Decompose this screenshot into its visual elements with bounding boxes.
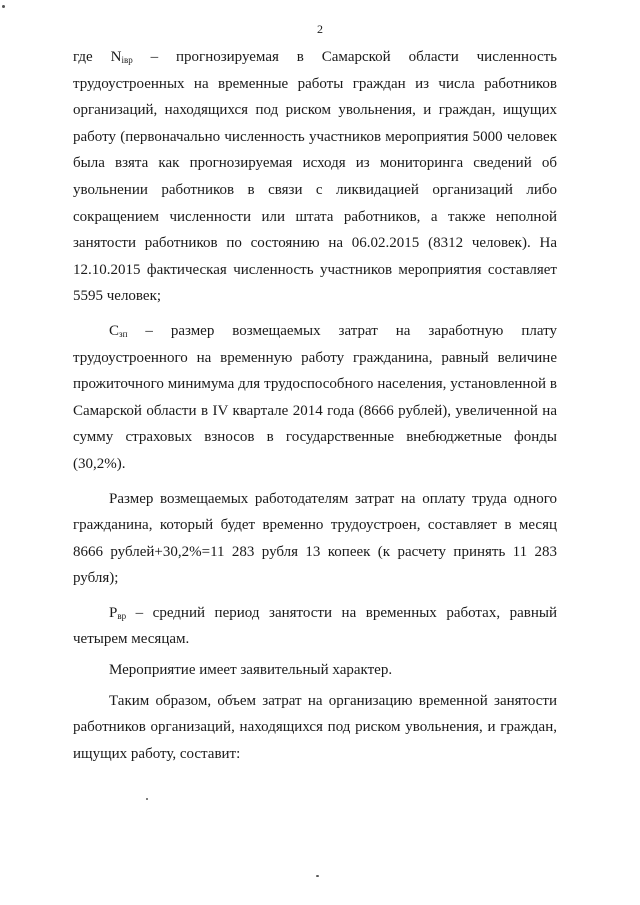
variable-symbol: Р	[109, 604, 118, 621]
variable-subscript: зп	[119, 328, 128, 339]
paragraph-text: – прогнозируемая в Самарской области численность трудоустроенных на временные работы граждан из числа работников организаций, находящихся под риском увольнения, и граждан, ищущих работу (первоначально численность участников мероприятия 5000 человек была взята как прогнозируемая исходя из мониторинга сведений об увольнении работников в связи с ликвидацией организаций либо сокращением численности или штата работников, а также неполной занятости работников по состоянию на 06.02.2015 (8312 человек). На 12.10.2015 фактическая численность участников мероприятия составляет 5595 человек;	[73, 49, 557, 305]
variable-symbol: N	[110, 49, 122, 65]
page-number: 2	[317, 22, 323, 36]
paragraph-text: – средний период занятости на временных работах, равный четырем месяцам.	[73, 604, 557, 648]
variable-symbol: С	[109, 322, 120, 339]
paragraph-n-definition	[73, 44, 557, 310]
variable-subscript: вр	[117, 610, 127, 621]
paragraph-c-definition	[73, 318, 557, 478]
paragraph-p-definition	[73, 600, 557, 653]
paragraph-nature	[73, 657, 557, 684]
paragraph-text: Мероприятие имеет заявительный характер.	[109, 662, 393, 679]
paragraph-text: Таким образом, объем затрат на организацию временной занятости работников организаций, находящихся под риском увольнения, и граждан, ищущих работу, составит:	[73, 692, 557, 762]
variable-subscript: iвр	[121, 55, 133, 65]
paragraph-conclusion	[73, 688, 557, 768]
scan-speck	[316, 875, 319, 877]
scan-speck	[146, 798, 148, 800]
paragraph-text: Размер возмещаемых работодателям затрат на оплату труда одного гражданина, который будет временно трудоустроен, составляет в месяц 8666 рублей+30,2%=11 283 рубля 13 копеек (к расчету принять 11 283 рубля);	[73, 490, 557, 587]
paragraph-cost-calculation	[73, 486, 557, 592]
paragraph-text: – размер возмещаемых затрат на заработную плату трудоустроенного на временную работу гражданина, равный величине прожиточного минимума для трудоспособного населения, установленной в Самарской области в IV квартале 2014 года (8666 рублей), увеличенной на сумму страховых взносов в государственные внебюджетные фонды (30,2%).	[73, 322, 557, 472]
paragraph-prefix: где	[73, 49, 111, 65]
document-body	[73, 44, 557, 767]
scan-speck	[2, 5, 5, 8]
